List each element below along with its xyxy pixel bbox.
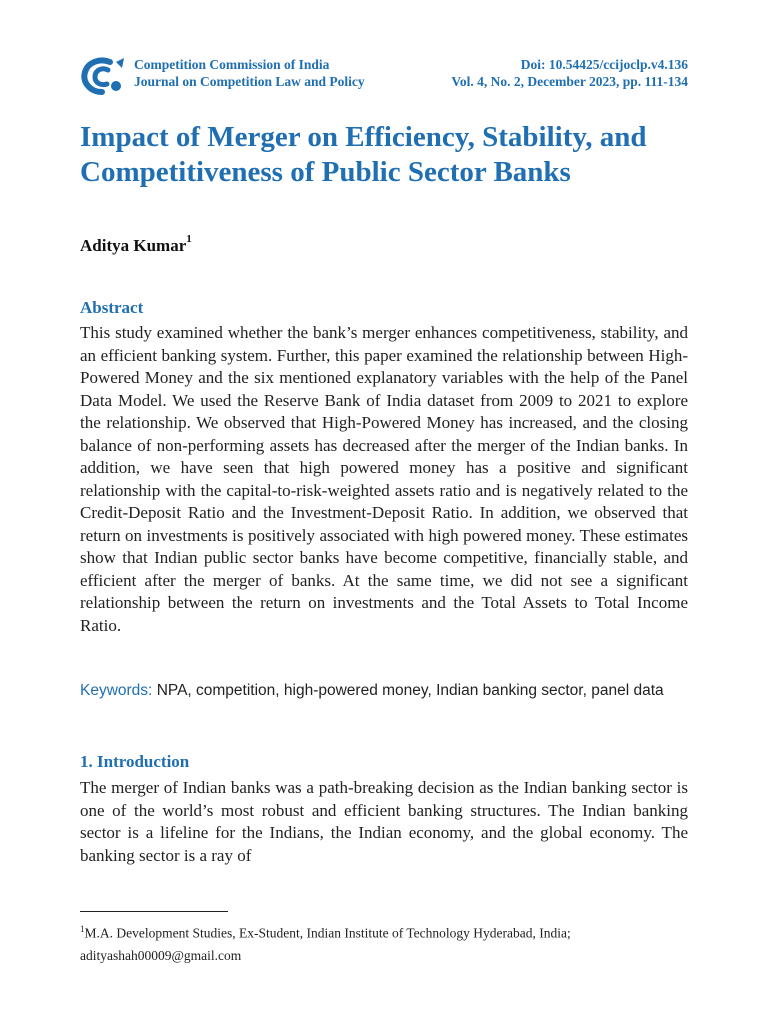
journal-line-1: Competition Commission of India <box>134 57 330 72</box>
author-name: Aditya Kumar <box>80 236 187 255</box>
footnote-marker: 1 <box>80 924 85 934</box>
introduction-text: The merger of Indian banks was a path-breaking decision as the Indian banking sector is one of the world’s most robust and efficient banking structures. The Indian banking sector is a lifeline for the Indians, the Indian economy, and the global economy. The banking sector is a ray of <box>80 778 688 865</box>
page-header <box>80 54 688 94</box>
paper-title: Impact of Merger on Efficiency, Stability, and Competitiveness of Public Sector Banks <box>80 121 647 188</box>
keywords <box>80 680 688 702</box>
abstract-heading: Abstract <box>80 298 144 317</box>
citation-info <box>451 56 688 90</box>
footnote-text: M.A. Development Studies, Ex-Student, Indian Institute of Technology Hyderabad, India; adityashah00009@gmail.com <box>80 925 571 963</box>
footnote-divider <box>80 911 228 912</box>
doi-link[interactable]: Doi: 10.54425/ccijoclp.v4.136 <box>520 57 688 72</box>
abstract-text: This study examined whether the bank’s merger enhances competitiveness, stability, and an efficient banking system. Further, this paper examined the relationship between High-Powered Money and the six mentioned explanatory variables with the help of the Panel Data Model. We used the Reserve Bank of India dataset from 2009 to 2021 to explore the relationship. We observed that High-Powered Money has increased, and the closing balance of non-performing assets has decreased after the merger of the Indian banks. In addition, we have seen that high powered money has a positive and significant relationship with the capital-to-risk-weighted assets ratio and is negatively related to the Credit-Deposit Ratio and the Investment-Deposit Ratio. In addition, we observed that return on investments is positively associated with high powered money. These estimates show that Indian public sector banks have become competitive, financially stable, and efficient after the merger of banks. At the same time, we did not see a significant relationship between the return on investments and the Total Assets to Total Income Ratio. <box>80 323 688 635</box>
keywords-label: Keywords: <box>80 682 153 699</box>
cci-logo-icon <box>80 56 126 96</box>
author <box>80 233 192 256</box>
volume-info: Vol. 4, No. 2, December 2023, pp. 111-134 <box>451 74 688 89</box>
journal-line-2: Journal on Competition Law and Policy <box>134 74 365 89</box>
introduction-heading: 1. Introduction <box>80 752 190 771</box>
journal-name <box>134 56 365 90</box>
keywords-text: NPA, competition, high-powered money, Indian banking sector, panel data <box>156 682 664 699</box>
author-footnote-marker[interactable]: 1 <box>186 233 192 245</box>
footnote <box>80 918 690 967</box>
